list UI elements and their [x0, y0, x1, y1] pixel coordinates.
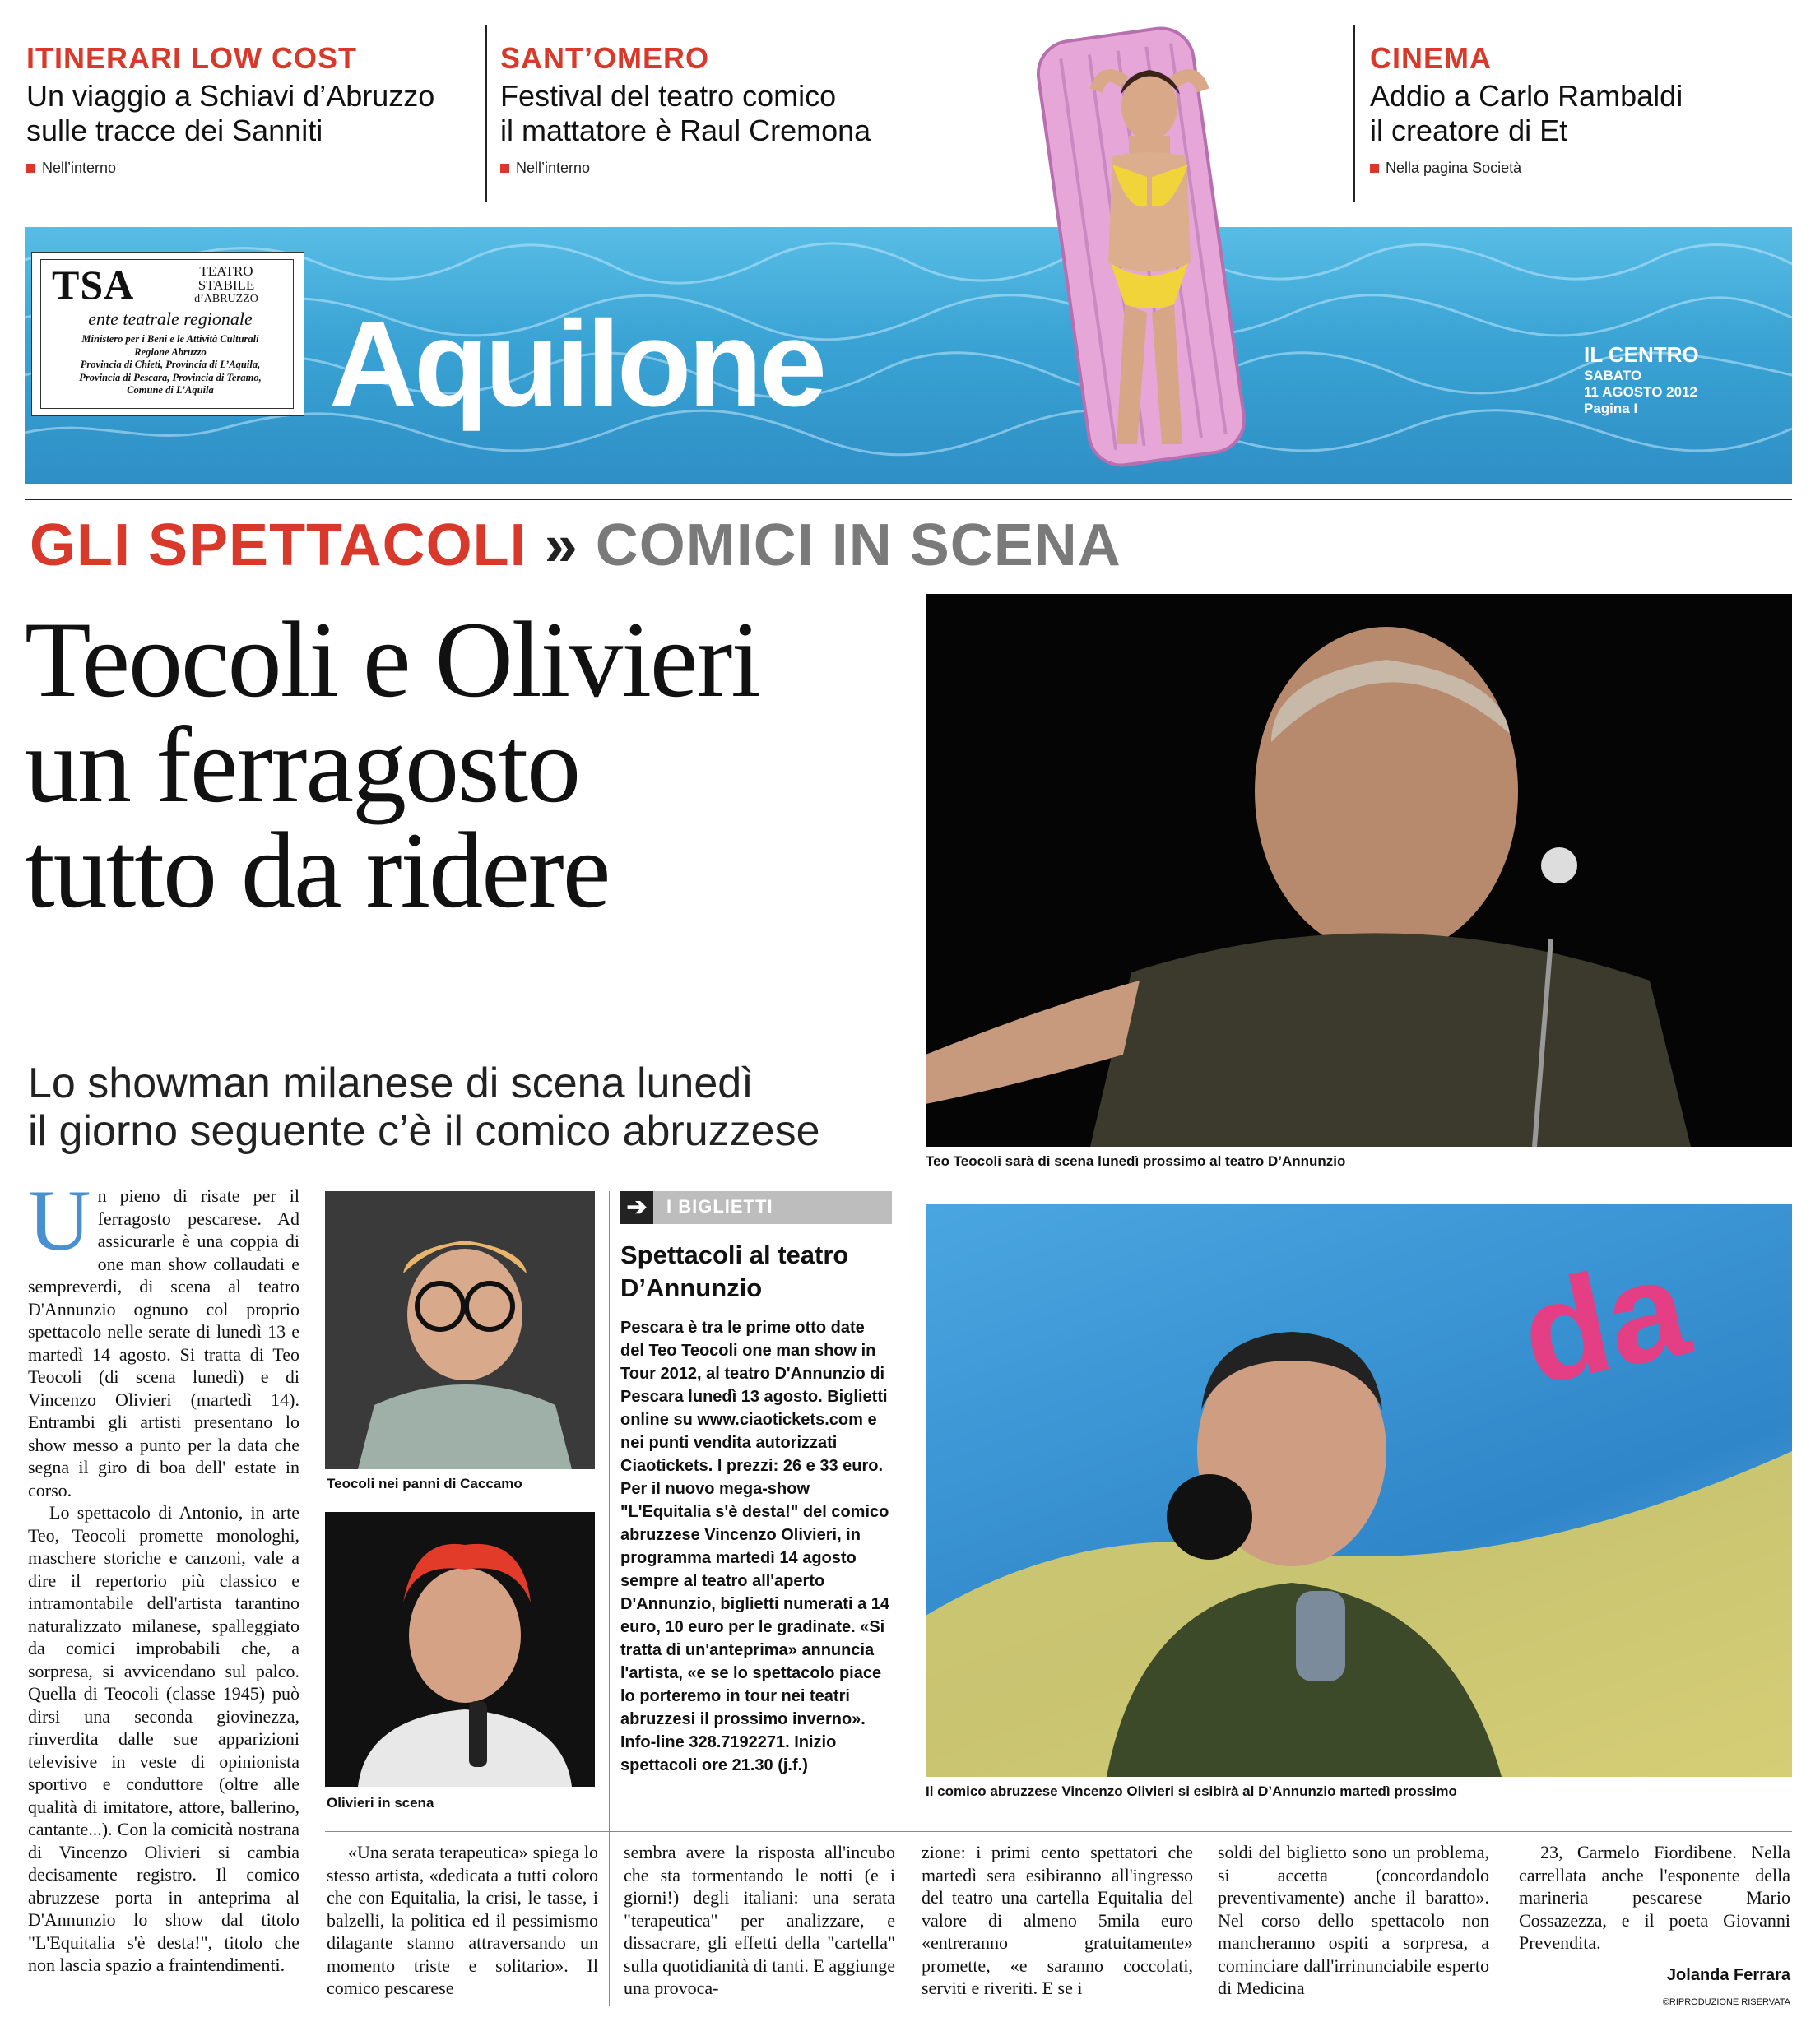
caption-olivieri-small: Olivieri in scena: [327, 1795, 434, 1811]
paper-info: IL CENTRO SABATO 11 AGOSTO 2012 Pagina I: [1584, 342, 1699, 416]
article-paragraph: Lo spettacolo di Antonio, in arte Teo, Teocoli promette monologhi, maschere storiche e canzoni, vale a dire il repertorio più classico e intramontabile dell'artista tarantino naturalizzato milanese, spalleggiato da comici improbabili che, a sorpresa, si avvicendano sul palco. Quella di Teocoli (classe 1945) può dirsi una seconda giovinezza, rinverdita dalle sue apparizioni televisive in veste di opinionista sportivo e conduttore (oltre alle qualità di imitatore, attore, ballerino, cantante...). Con la comicità nostrana di Vincenzo Olivieri si cambia decisamente registro. Il comico abruzzese porta in anteprima al D'Annunzio lo show dal titolo "L'Equitalia s'è desta!", titolo che non lascia spazio a fraintendimenti.: [28, 1502, 299, 1975]
teaser-divider: [1353, 25, 1355, 202]
teaser-1-kicker: ITINERARI LOW COST: [26, 41, 357, 75]
caption-teocoli-small: Teocoli nei panni di Caccamo: [327, 1476, 522, 1491]
teaser-3-kicker: CINEMA: [1370, 41, 1492, 75]
section-banner: [25, 227, 1792, 484]
caption-olivieri-main: Il comico abruzzese Vincenzo Olivieri si esibirà al D’Annunzio martedì prossimo: [926, 1783, 1457, 1799]
teaser-2-meta: Nell’interno: [500, 160, 928, 177]
rubric-topic: COMICI IN SCENA: [595, 512, 1121, 578]
article-paragraph: «Una serata terapeutica» spiega lo stesso artista, «dedicata a tutti coloro che con Equitalia, la crisi, le tasse, i balzelli, la politica ed il pessimismo dilagante stanno attraversando un momento triste e solitario». Il comico pescarese: [327, 1842, 598, 1998]
teaser-1[interactable]: [26, 41, 471, 177]
olivieri-small-photo: [325, 1512, 595, 1787]
headline: Teocoli e Olivieri un ferragosto tutto da ridere: [25, 599, 760, 930]
tsa-partners: Ministero per i Beni e le Attività Culturali Regione Abruzzo Provincia di Chieti, Provincia di L’Aquila, Provincia di Pescara, Provincia di Teramo, Comune di L’Aquila: [79, 333, 262, 396]
column-rule: [609, 1191, 610, 2006]
article-col-1: [28, 1172, 299, 1977]
article-col-3: [624, 1841, 895, 2000]
article-paragraph: zione: i primi cento spettatori che martedì sera esibiranno all'ingresso del teatro una cartella Equitalia del valore di almeno 5mila euro «entreranno gratuitamente» promette, «e saranno coccolati, serviti e riveriti. E se i: [922, 1842, 1193, 1998]
article-paragraph: Un pieno di risate per il ferragosto pescarese. Ad assicurarle è una coppia di one man show collaudati e sempreverdi, di scena al teatro D'Annunzio ognuno col proprio spettacolo nelle serate di lunedì 13 e martedì 14 agosto. Si tratta di Teo Teocoli (di scena lunedì) e di Vincenzo Olivieri (martedì 14). Entrambi gli artisti presentano lo show messo a punto per la data che segna il giro di boa dell' estate in corso.: [28, 1172, 299, 1500]
teaser-1-meta: Nell’interno: [26, 160, 471, 177]
article-col-5: [1218, 1841, 1489, 2000]
tickets-title: Spettacoli al teatro D’Annunzio: [620, 1241, 849, 1302]
article-col-2: [327, 1841, 598, 2000]
teaser-2[interactable]: [500, 41, 928, 177]
svg-text:da: da: [1508, 1228, 1701, 1416]
tickets-label-bar: [620, 1191, 892, 1224]
teaser-2-title: Festival del teatro comico il mattatore è Raul Cremona: [500, 79, 871, 147]
article-paragraph: sembra avere la risposta all'incubo che sta tormentando le notti (e i giorni!) degli italiani: una serata "terapeutica" per analizzare, e dissacrare, gli effetti della "cartella" sulla quotidianità di tanti. E aggiunge una provoca-: [624, 1842, 895, 1998]
subheadline: Lo showman milanese di scena lunedì il giorno seguente c’è il comico abruzzese: [28, 1060, 820, 1155]
teocoli-main-photo: [926, 594, 1792, 1147]
tsa-logo: TSA: [52, 262, 135, 308]
column-rule: [325, 1831, 1792, 1832]
rubric: [30, 508, 1121, 582]
tsa-subtitle: ente teatrale regionale: [88, 308, 253, 329]
caption-teocoli-main: Teo Teocoli sarà di scena lunedì prossimo al teatro D’Annunzio: [926, 1153, 1346, 1169]
tickets-box: [620, 1191, 892, 1777]
section-title: Aquilone: [329, 296, 824, 432]
teaser-3-title: Addio a Carlo Rambaldi il creatore di Et: [1370, 79, 1683, 147]
olivieri-main-photo: [926, 1204, 1792, 1777]
arrow-right-icon: ➔: [620, 1191, 653, 1224]
tsa-box: [31, 252, 304, 416]
red-square-icon: [500, 164, 509, 173]
red-square-icon: [1370, 164, 1379, 173]
teocoli-figure: [926, 594, 1792, 1147]
article-paragraph: soldi del biglietto sono un problema, si accetta (concordandolo preventivamente) anche il baratto». Nel corso dello spettacolo non mancheranno ospiti a sorpresa, a cominciare dall'irrinunciabile esperto di Medicina: [1218, 1842, 1489, 1998]
rights-notice: ©RIPRODUZIONE RISERVATA: [1662, 1997, 1790, 2007]
article-col-6: [1519, 1841, 1790, 2015]
woman-on-float-image: [1005, 16, 1277, 477]
rubric-section: GLI SPETTACOLI: [30, 512, 527, 578]
teaser-1-title: Un viaggio a Schiavi d’Abruzzo sulle tracce dei Sanniti: [26, 79, 435, 147]
tickets-text: Pescara è tra le prime otto date del Teo Teocoli one man show in Tour 2012, al teatro D'Annunzio di Pescara lunedì 13 agosto. Biglietti online su www.ciaotickets.com e nei punti vendita autorizzati Ciaotickets. I prezzi: 26 e 33 euro. Per il nuovo mega-show "L'Equitalia s'è desta!" del comico abruzzese Vincenzo Olivieri, in programma martedì 14 agosto sempre al teatro all'aperto D'Annunzio, biglietti numerati a 14 euro, 10 euro per le gradinate. «Si tratta di un'anteprima» annuncia l'artista, «e se lo spettacolo piace lo porteremo in tour nei teatri abruzzesi il prossimo inverno». Info-line 328.7192271. Inizio spettacoli ore 21.30 (j.f.): [620, 1319, 890, 1774]
article-col-4: [922, 1841, 1193, 2000]
tickets-label: I BIGLIETTI: [666, 1196, 773, 1217]
rule: [25, 499, 1792, 500]
teaser-3[interactable]: [1370, 41, 1798, 177]
red-square-icon: [26, 164, 35, 173]
teocoli-caccamo-photo: [325, 1191, 595, 1469]
article-paragraph: 23, Carmelo Fiordibene. Nella carrellata anche l'esponente della marineria pescarese Mario Cossazezza, e il poeta Giovanni Prevendita.: [1519, 1842, 1790, 1953]
teaser-2-kicker: SANT’OMERO: [500, 41, 710, 75]
teaser-divider: [485, 25, 487, 202]
teaser-3-meta: Nella pagina Società: [1370, 160, 1798, 177]
dropcap: U: [28, 1172, 91, 1268]
tsa-name: TEATRO STABILE d’ABRUZZO: [194, 263, 258, 305]
author: Jolanda Ferrara: [1666, 1965, 1790, 1984]
rubric-arrow: »: [544, 512, 578, 578]
